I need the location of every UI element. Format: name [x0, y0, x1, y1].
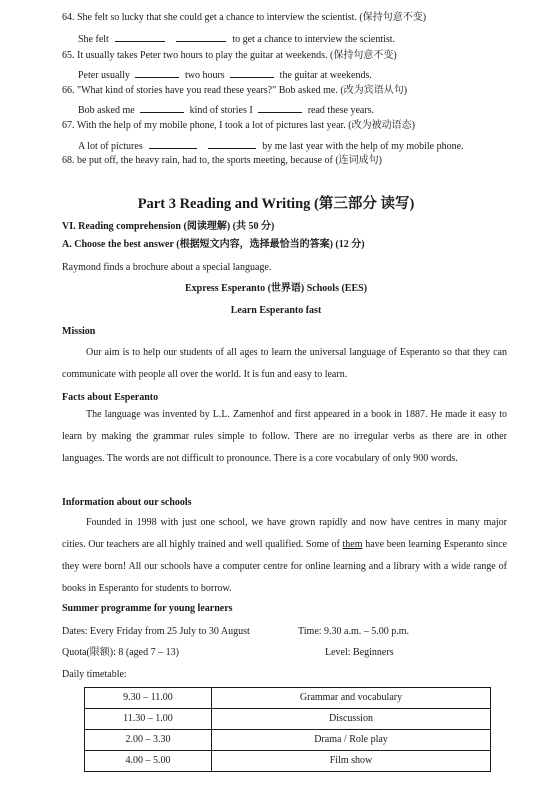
answer-blank[interactable] — [135, 68, 179, 78]
part-title: Part 3 Reading and Writing (第三部分 读写) — [137, 196, 415, 212]
info-paragraph — [62, 512, 507, 600]
table-row — [85, 709, 491, 730]
timetable-time: 9.30 – 11.00 — [85, 688, 212, 709]
table-row — [85, 688, 491, 709]
facts-text: The language was invented by L.L. Zamenhof and first appeared in a book in 1887. He made it easy to learn by making the grammar rules simple to follow. There are no irregular verbs as there are in other languages. The words are not difficult to pronounce. There is a core vocabulary of only 900 words. — [62, 409, 507, 464]
table-row — [85, 730, 491, 751]
question-64: 64. She felt so lucky that she could get a chance to interview the scientist. (保持句意不变) — [62, 12, 427, 23]
question-67-text-b: by me last year with the help of my mobile phone. — [262, 141, 464, 152]
question-64-text-b: to get a chance to interview the scientist. — [232, 34, 396, 45]
question-66-text-a: Bob asked me — [78, 105, 135, 116]
question-65-text-c: the guitar at weekends. — [279, 70, 372, 81]
answer-blank[interactable] — [208, 139, 256, 149]
mission-paragraph — [62, 342, 507, 386]
question-64-answer-line — [78, 32, 395, 46]
level-text: Level: Beginners — [325, 647, 394, 658]
timetable-activity: Drama / Role play — [212, 730, 491, 751]
question-64-text-a: She felt — [78, 34, 109, 45]
question-65: 65. It usually takes Peter two hours to play the guitar at weekends. (保持句意不变) — [62, 50, 397, 61]
answer-blank[interactable] — [176, 32, 226, 42]
timetable-activity: Discussion — [212, 709, 491, 730]
brochure-title: Express Esperanto (世界语) Schools (EES) — [184, 283, 368, 294]
question-67-text-a: A lot of pictures — [78, 141, 143, 152]
time-text: Time: 9.30 a.m. – 5.00 p.m. — [298, 626, 410, 637]
question-66-text-c: read these years. — [307, 105, 375, 116]
question-65-text-b: two hours — [184, 70, 225, 81]
mission-heading: Mission — [62, 326, 96, 337]
question-68: 68. be put off, the heavy rain, had to, the sports meeting, because of (连词成句) — [62, 155, 383, 166]
timetable-time: 2.00 – 3.30 — [85, 730, 212, 751]
info-heading: Information about our schools — [62, 497, 192, 508]
dates-text: Dates: Every Friday from 25 July to 30 August — [62, 626, 250, 637]
question-66: 66. "What kind of stories have you read these years?" Bob asked me. (改为宾语从句) — [62, 85, 408, 96]
brochure-subtitle: Learn Esperanto fast — [230, 305, 322, 316]
timetable-activity: Film show — [212, 751, 491, 772]
question-65-text-a: Peter usually — [78, 70, 130, 81]
answer-blank[interactable] — [115, 32, 165, 42]
timetable-time: 11.30 – 1.00 — [85, 709, 212, 730]
daily-timetable — [84, 687, 491, 772]
answer-blank[interactable] — [258, 103, 302, 113]
timetable-label: Daily timetable: — [62, 669, 127, 680]
facts-heading: Facts about Esperanto — [62, 392, 159, 403]
intro-text: Raymond finds a brochure about a special language. — [62, 262, 272, 273]
timetable-time: 4.00 – 5.00 — [85, 751, 212, 772]
answer-blank[interactable] — [230, 68, 274, 78]
mission-text: Our aim is to help our students of all ages to learn the universal language of Esperanto so that they can communicate with people all over the world. It is fun and easy to learn. — [62, 347, 507, 380]
answer-blank[interactable] — [140, 103, 184, 113]
question-66-answer-line — [78, 103, 374, 117]
info-text-after: have been learning Esperanto since they were born! All our schools have a computer centre for online learning and a library with a wide range of books in Esperanto for students to borrow. — [62, 539, 507, 594]
info-text-before: Founded in 1998 with just one school, we have grown rapidly and now have centres in many major cities. Our teachers are all highly trained and well qualified. Some of — [62, 517, 507, 550]
facts-paragraph — [62, 404, 507, 470]
subsection-heading: A. Choose the best answer (根据短文内容，选择最恰当的答案) (12 分) — [62, 239, 365, 250]
question-67: 67. With the help of my mobile phone, I took a lot of pictures last year. (改为被动语态) — [62, 120, 415, 131]
question-66-text-b: kind of stories I — [189, 105, 253, 116]
info-text-them: them — [342, 539, 363, 550]
section-heading: VI. Reading comprehension (阅读理解) (共 50 分) — [62, 221, 275, 232]
question-65-answer-line — [78, 68, 372, 82]
table-row — [85, 751, 491, 772]
question-67-answer-line — [78, 139, 464, 153]
summer-heading: Summer programme for young learners — [62, 603, 233, 614]
quota-text: Quota(限额): 8 (aged 7 – 13) — [62, 647, 179, 658]
answer-blank[interactable] — [149, 139, 197, 149]
timetable-activity: Grammar and vocabulary — [212, 688, 491, 709]
